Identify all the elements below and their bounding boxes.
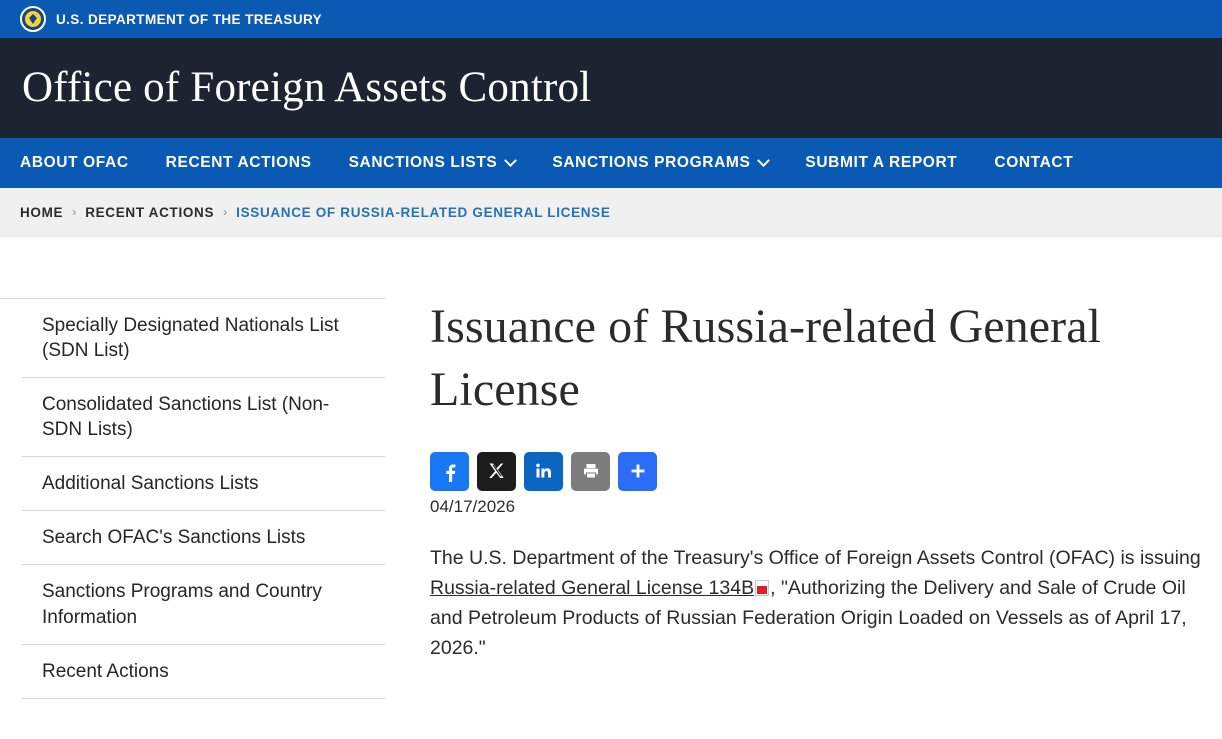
nav-item-contact[interactable] xyxy=(994,138,1095,188)
chevron-down-icon xyxy=(758,154,771,167)
x-share-button[interactable] xyxy=(477,452,516,491)
nav-item-label: ABOUT OFAC xyxy=(20,154,129,171)
page-content xyxy=(0,237,1222,699)
sidebar-item-recent-actions[interactable]: Recent Actions xyxy=(22,645,385,699)
main-navigation xyxy=(0,138,1222,188)
treasury-seal-icon xyxy=(20,6,46,32)
sidebar-item-consolidated-list[interactable]: Consolidated Sanctions List (Non-SDN Lists) xyxy=(22,378,385,457)
site-title[interactable]: Office of Foreign Assets Control xyxy=(22,64,592,112)
nav-item-label: CONTACT xyxy=(994,154,1074,171)
chevron-down-icon xyxy=(505,154,518,167)
breadcrumb-item-recent-actions[interactable]: RECENT ACTIONS xyxy=(85,204,215,220)
breadcrumb-item-home[interactable]: HOME xyxy=(20,204,64,220)
main-article xyxy=(385,295,1222,699)
general-license-link[interactable]: Russia-related General License 134B xyxy=(430,576,755,599)
gov-banner xyxy=(0,0,1222,38)
publish-date: 04/17/2026 xyxy=(430,496,516,516)
breadcrumb-item-current: ISSUANCE OF RUSSIA-RELATED GENERAL LICENSE xyxy=(236,204,611,220)
sidebar-item-sdn-list[interactable]: Specially Designated Nationals List (SDN List) xyxy=(22,299,385,378)
site-title-bar xyxy=(0,38,1222,138)
sidebar xyxy=(0,298,385,699)
linkedin-share-button[interactable] xyxy=(524,452,563,491)
breadcrumb-separator-icon: › xyxy=(72,205,77,219)
sidebar-item-programs-country-info[interactable]: Sanctions Programs and Country Information xyxy=(22,565,385,644)
pdf-icon xyxy=(755,580,769,596)
breadcrumb xyxy=(0,188,1222,237)
page-title: Issuance of Russia-related General License xyxy=(430,300,1102,417)
share-buttons xyxy=(430,452,1202,491)
breadcrumb-separator-icon: › xyxy=(223,205,228,219)
more-share-button[interactable] xyxy=(618,452,657,491)
gov-banner-text: U.S. DEPARTMENT OF THE TREASURY xyxy=(56,11,323,27)
sidebar-item-search-lists[interactable]: Search OFAC's Sanctions Lists xyxy=(22,511,385,565)
article-body xyxy=(430,543,1202,664)
print-button[interactable] xyxy=(571,452,610,491)
nav-item-label: SANCTIONS LISTS xyxy=(348,154,498,171)
sidebar-item-additional-lists[interactable]: Additional Sanctions Lists xyxy=(22,457,385,511)
nav-item-sanctions-lists[interactable] xyxy=(349,138,538,188)
nav-item-sanctions-programs[interactable] xyxy=(552,138,790,188)
nav-item-recent-actions[interactable] xyxy=(166,138,334,188)
facebook-share-button[interactable] xyxy=(430,452,469,491)
nav-item-label: RECENT ACTIONS xyxy=(165,154,312,171)
article-paragraph-part1: The U.S. Department of the Treasury's Office of Foreign Assets Control (OFAC) is issuing xyxy=(430,546,1201,569)
article-paragraph-part2: , "Authorizing the Delivery and Sale of Crude Oil and Petroleum Products of Russian Federation Origin Loaded on Vessels as of April 17, 2026." xyxy=(430,576,1187,660)
nav-item-label: SANCTIONS PROGRAMS xyxy=(552,154,751,171)
nav-item-about-ofac[interactable] xyxy=(20,138,151,188)
nav-item-label: SUBMIT A REPORT xyxy=(805,154,958,171)
nav-item-submit-a-report[interactable] xyxy=(805,138,979,188)
